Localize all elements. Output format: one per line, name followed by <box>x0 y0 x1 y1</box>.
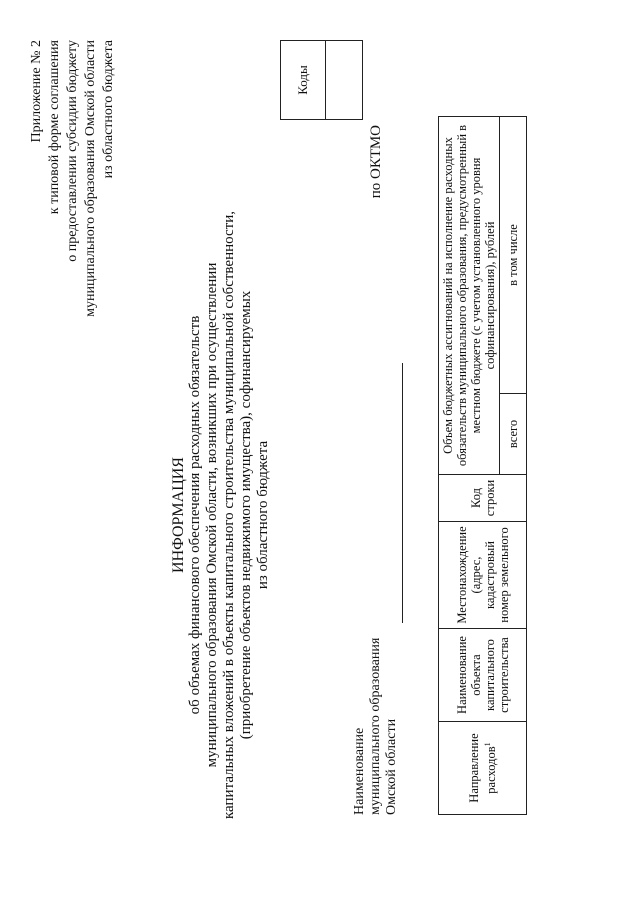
title-heading: ИНФОРМАЦИЯ <box>170 457 187 573</box>
appendix-line: муниципального образования Омской области <box>83 40 98 317</box>
appendix-line: из областного бюджета <box>101 40 116 179</box>
appendix-line: Приложение № 2 <box>29 40 44 143</box>
title-line: капитальных вложений в объекты капитального строительства муниципальной собственности, <box>221 211 237 819</box>
oktmo-code-cell <box>326 41 363 120</box>
municipality-fill-line <box>402 363 403 623</box>
title-line: муниципального образования Омской области, возникших при осуществлении <box>204 262 220 768</box>
title-line: из областного бюджета <box>255 440 271 590</box>
appendix-note <box>28 40 118 500</box>
municipality-line: Наименование <box>352 727 367 815</box>
municipality-line: Омской области <box>384 718 399 815</box>
title-line: об объемах финансового обеспечения расходных обязательств <box>187 315 203 715</box>
header-expense-direction <box>439 722 527 815</box>
title-line: (приобретение объектов недвижимого имущества), софинансируемых <box>238 290 254 740</box>
municipality-label <box>352 638 400 815</box>
header-expense-direction-label: Направление расходов <box>466 733 499 803</box>
header-location: Местонахождение (адрес, кадастровый номер земельного <box>439 522 527 629</box>
oktmo-label: по ОКТМО <box>368 125 384 199</box>
codes-header: Коды <box>281 41 326 120</box>
allocation-table <box>438 116 527 815</box>
header-total: всего <box>500 394 527 475</box>
appendix-line: о предоставлении субсидии бюджету <box>65 40 80 262</box>
header-budget-allocation: Объем бюджетных ассигнований на исполнение расходных обязательств муниципального образования, предусмотренный в местном бюджете (с учетом установленного уровня софинансирования), рублей <box>439 117 500 475</box>
codes-table <box>280 40 363 120</box>
footnote-marker: 1 <box>482 742 492 747</box>
header-including: в том числе <box>500 117 527 394</box>
municipality-line: муниципального образования <box>368 637 383 815</box>
header-row-code: Код строки <box>439 475 527 522</box>
appendix-line: к типовой форме соглашения <box>47 40 62 215</box>
document-title <box>170 165 272 865</box>
header-object-name: Наименование объекта капитального строительства <box>439 629 527 722</box>
